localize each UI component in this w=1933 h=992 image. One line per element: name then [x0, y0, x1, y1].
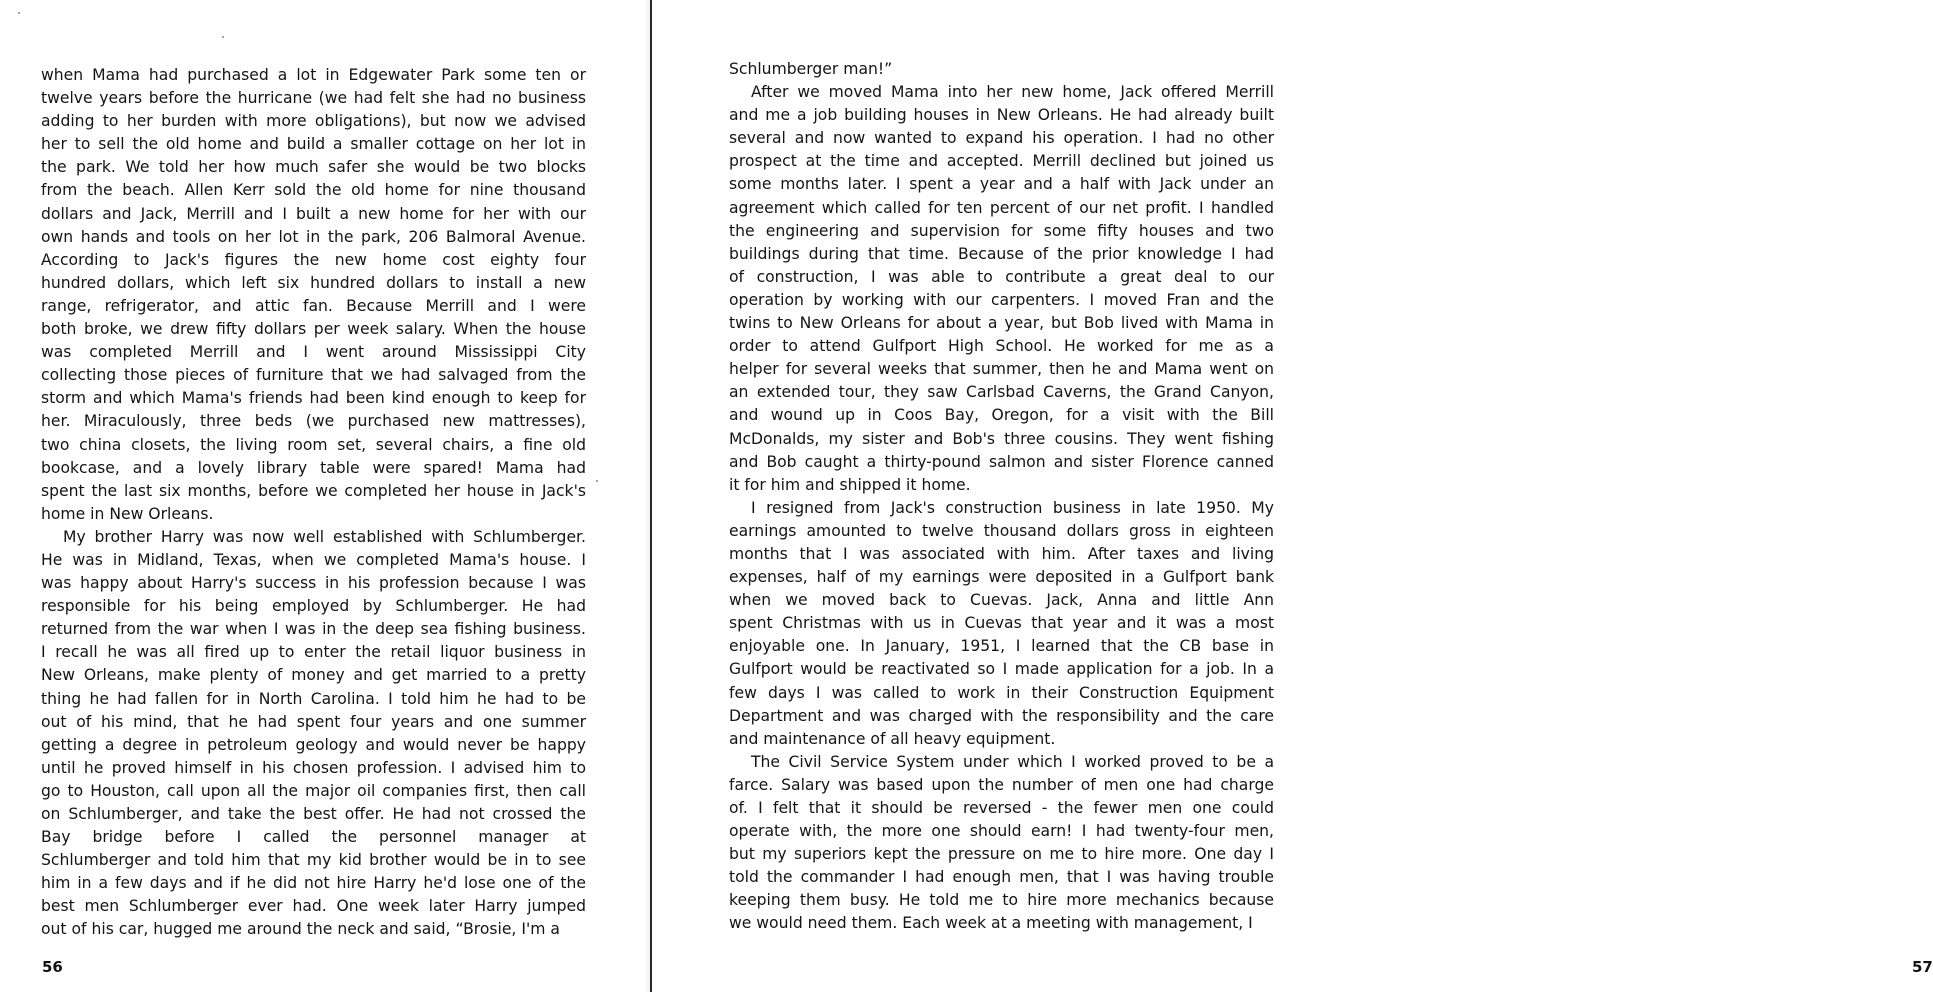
text-line: dollars and Jack, Merrill and I built a new home for her with our [41, 204, 586, 223]
text-line: returned from the war when I was in the deep sea fishing business. [41, 620, 586, 639]
text-line: earnings amounted to twelve thousand dollars gross in eighteen [729, 521, 1274, 540]
text-line: I resigned from Jack's construction business in late 1950. My [751, 498, 1274, 517]
text-line: range, refrigerator, and attic fan. Because Merrill and I were [41, 296, 586, 315]
text-line: farce. Salary was based upon the number of men one had charge [729, 775, 1274, 794]
text-line: Schlumberger man!” [729, 60, 893, 78]
text-line: storm and which Mama's friends had been kind enough to keep for [41, 389, 586, 408]
text-line: getting a degree in petroleum geology and would never be happy [41, 735, 586, 754]
text-line: hundred dollars, which left six hundred dollars to install a new [41, 273, 586, 292]
page-number-left: 56 [42, 958, 63, 976]
right-page-text [729, 58, 1274, 936]
text-line: was happy about Harry's success in his profession because I was [41, 574, 586, 593]
text-line: collecting those pieces of furniture that we had salvaged from the [41, 366, 586, 385]
text-line: buildings during that time. Because of the prior knowledge I had [729, 244, 1274, 263]
text-line: operate with, the more one should earn! I had twenty-four men, [729, 822, 1274, 841]
text-line: After we moved Mama into her new home, Jack offered Merrill [751, 83, 1274, 102]
text-line: when Mama had purchased a lot in Edgewater Park some ten or [41, 66, 586, 84]
text-line: New Orleans, make plenty of money and get married to a pretty [41, 666, 586, 685]
text-line: expenses, half of my earnings were deposited in a Gulfport bank [729, 568, 1274, 587]
text-line: the park. We told her how much safer she would be two blocks [41, 158, 586, 177]
text-line: few days I was called to work in their Construction Equipment [729, 683, 1274, 702]
text-line: and maintenance of all heavy equipment. [729, 729, 1056, 748]
text-line: months that I was associated with him. After taxes and living [729, 544, 1274, 563]
text-line: enjoyable one. In January, 1951, I learned that the CB base in [729, 637, 1274, 656]
text-line: was completed Merrill and I went around Mississippi City [41, 343, 586, 362]
text-line: The Civil Service System under which I worked proved to be a [751, 752, 1274, 771]
text-line: agreement which called for ten percent of our net profit. I handled [729, 198, 1274, 217]
text-line: twelve years before the hurricane (we had felt she had no business [41, 89, 586, 108]
scan-speck [18, 12, 20, 14]
text-line: prospect at the time and accepted. Merrill declined but joined us [729, 152, 1274, 171]
left-page-text [41, 64, 586, 942]
text-line: we would need them. Each week at a meeting with management, I [729, 914, 1253, 933]
text-line: operation by working with our carpenters. I moved Fran and the [729, 290, 1274, 309]
text-line: I recall he was all fired up to enter the retail liquor business in [41, 643, 586, 662]
text-line: order to attend Gulfport High School. He worked for me as a [729, 337, 1274, 356]
text-line: until he proved himself in his chosen profession. I advised him to [41, 758, 586, 777]
text-line: the engineering and supervision for some fifty houses and two [729, 221, 1274, 240]
text-line: Gulfport would be reactivated so I made application for a job. In a [729, 660, 1274, 679]
text-line: two china closets, the living room set, several chairs, a fine old [41, 435, 586, 454]
book-gutter [650, 0, 652, 992]
text-line: thing he had fallen for in North Carolina. I told him he had to be [41, 689, 586, 708]
text-line: According to Jack's figures the new home cost eighty four [41, 250, 586, 269]
text-line: and wound up in Coos Bay, Oregon, for a visit with the Bill [729, 406, 1274, 425]
text-line: go to Houston, call upon all the major oil companies first, then call [41, 781, 586, 800]
text-line: keeping them busy. He told me to hire more mechanics because [729, 891, 1274, 910]
text-line: when we moved back to Cuevas. Jack, Anna and little Ann [729, 591, 1274, 610]
text-line: helper for several weeks that summer, then he and Mama went on [729, 360, 1274, 379]
text-line: told the commander I had enough men, that I was having trouble [729, 868, 1274, 887]
text-line: and Bob caught a thirty-pound salmon and sister Florence canned [729, 452, 1274, 471]
text-line: He was in Midland, Texas, when we completed Mama's house. I [41, 550, 586, 569]
text-line: Schlumberger and told him that my kid brother would be in to see [41, 851, 586, 870]
left-page [0, 0, 648, 992]
text-line: My brother Harry was now well established with Schlumberger. [63, 527, 586, 546]
text-line: out of his mind, that he had spent four years and one summer [41, 712, 586, 731]
text-line: of. I felt that it should be reversed - the fewer men one could [729, 799, 1274, 817]
text-line: her to sell the old home and build a smaller cottage on her lot in [41, 135, 586, 154]
text-line: responsible for his being employed by Schlumberger. He had [41, 597, 586, 616]
page-number-right: 57 [1912, 958, 1933, 976]
text-line: adding to her burden with more obligations), but now we advised [41, 112, 586, 131]
text-line: of construction, I was able to contribute a great deal to our [729, 267, 1274, 286]
text-line: Bay bridge before I called the personnel manager at [41, 828, 586, 847]
text-line: him in a few days and if he did not hire Harry he'd lose one of the [41, 874, 586, 893]
text-line: and me a job building houses in New Orleans. He had already built [729, 106, 1274, 125]
text-line: best men Schlumberger ever had. One week later Harry jumped [41, 897, 586, 916]
text-line: her. Miraculously, three beds (we purchased new mattresses), [41, 412, 586, 431]
text-line: spent Christmas with us in Cuevas that year and it was a most [729, 614, 1274, 633]
text-line: bookcase, and a lovely library table were spared! Mama had [41, 458, 586, 477]
text-line: home in New Orleans. [41, 504, 214, 523]
text-line: but my superiors kept the pressure on me to hire more. One day I [729, 845, 1274, 864]
text-line: McDonalds, my sister and Bob's three cousins. They went fishing [729, 429, 1274, 448]
text-line: some months later. I spent a year and a half with Jack under an [729, 175, 1274, 194]
text-line: from the beach. Allen Kerr sold the old home for nine thousand [41, 181, 586, 200]
text-line: it for him and shipped it home. [729, 475, 971, 494]
text-line: Department and was charged with the responsibility and the care [729, 706, 1274, 725]
text-line: out of his car, hugged me around the neck and said, “Brosie, I'm a [41, 920, 560, 939]
text-line: on Schlumberger, and take the best offer. He had not crossed the [41, 805, 586, 823]
text-line: several and now wanted to expand his operation. I had no other [729, 129, 1274, 148]
scan-speck [596, 480, 598, 482]
text-line: own hands and tools on her lot in the park, 206 Balmoral Avenue. [41, 227, 586, 246]
text-line: an extended tour, they saw Carlsbad Caverns, the Grand Canyon, [729, 383, 1274, 402]
text-line: spent the last six months, before we completed her house in Jack's [41, 481, 586, 500]
scan-speck [222, 36, 224, 38]
text-line: twins to New Orleans for about a year, but Bob lived with Mama in [729, 314, 1274, 333]
text-line: both broke, we drew fifty dollars per week salary. When the house [41, 320, 586, 339]
